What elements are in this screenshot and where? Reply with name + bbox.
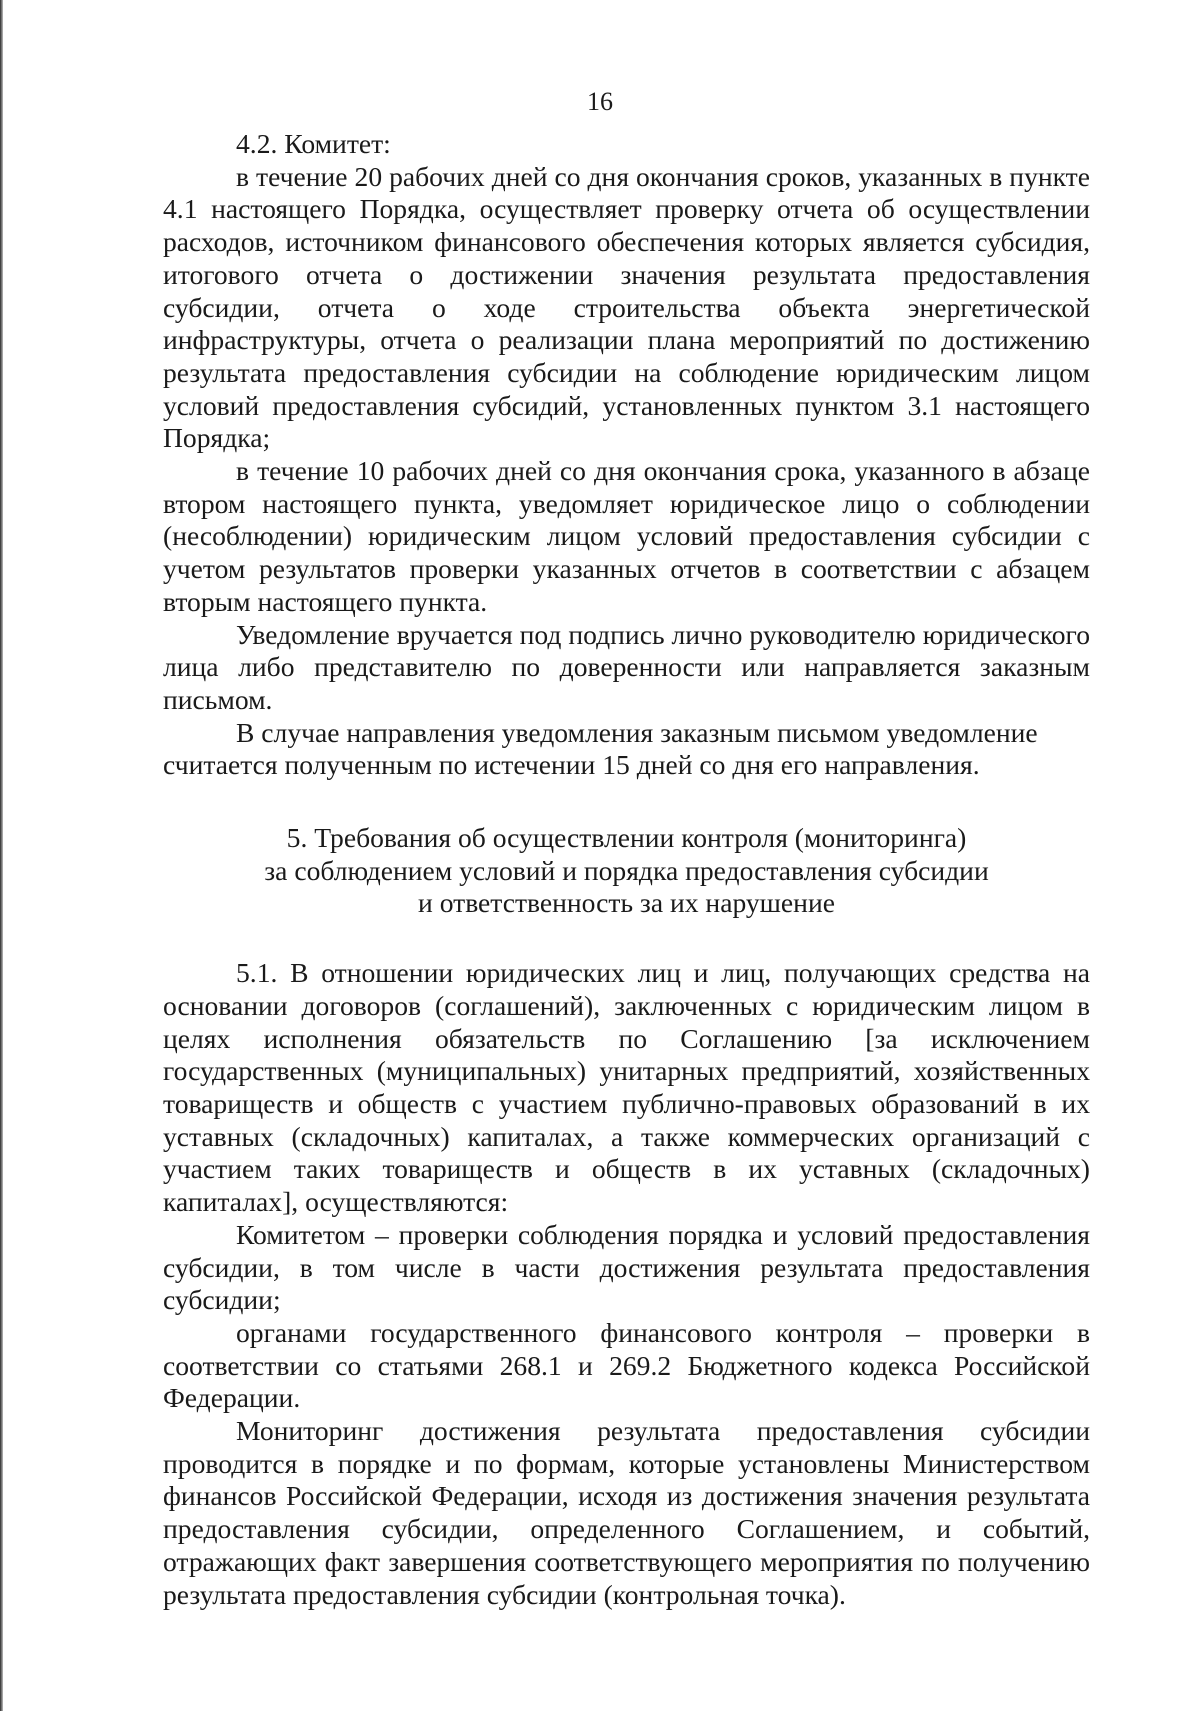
section-title-line: и ответственность за их нарушение [418,887,835,919]
paragraph: в течение 10 рабочих дней со дня окончания срока, указанного в абзаце втором настоящего пункта, уведомляет юридическое лицо о соблюдении (несоблюдении) юридическим лицом условий предоставления субсидии с учетом результатов проверки указанных отчетов в соответствии с абзацем вторым настоящего пункта. [163,455,1090,617]
paragraph: Мониторинг достижения результата предоставления субсидии проводится в порядке и по формам, которые установлены Министерством финансов Российской Федерации, исходя из достижения значения результата предоставления субсидии, определенного Соглашением, и событий, отражающих факт завершения соответствующего мероприятия по получению результата предоставления субсидии (контрольная точка). [163,1415,1090,1610]
section-title-line: за соблюдением условий и порядка предоставления субсидии [264,854,989,886]
paragraph: Уведомление вручается под подпись лично руководителю юридического лица либо представителю по доверенности или направляется заказным письмом. [163,618,1090,715]
page-number: 16 [587,87,613,116]
paragraph: Комитетом – проверки соблюдения порядка и условий предоставления субсидии, в том числе в части достижения результата предоставления субсидии; [163,1218,1090,1316]
spacer [163,920,1090,957]
paragraph: 5.1. В отношении юридических лиц и лиц, получающих средства на основании договоров (соглашений), заключенных с юридическим лицом в целях исполнения обязательств по Соглашению [за исключением государственных (муниципальных) унитарных предприятий, хозяйственных товариществ и обществ с участием публично-правовых образований в их уставных (складочных) капиталах, а также коммерческих организаций с участием таких товариществ и обществ в их уставных (складочных) капиталах], осуществляются: [163,957,1090,1218]
paragraph: В случае направления уведомления заказным письмом уведомление считается полученным по истечении 15 дней со дня его направления. [163,716,1038,781]
paragraph: органами государственного финансового контроля – проверки в соответствии со статьями 268.1 и 269.2 Бюджетного кодекса Российской Федерации. [163,1316,1090,1414]
scan-edge [0,0,3,1711]
section-4-2-heading: 4.2. Комитет: [236,128,391,159]
paragraph: в течение 20 рабочих дней со дня окончания сроков, указанных в пункте 4.1 настоящего Порядка, осуществляет проверку отчета об осуществлении расходов, источником финансового обеспечения которых является субсидия, итогового отчета о достижении значения результата предоставления субсидии, отчета о ходе строительства объекта энергетической инфраструктуры, отчета о реализации плана мероприятий по достижению результата предоставления субсидии на соблюдение юридическим лицом условий предоставления субсидий, установленных пунктом 3.1 настоящего Порядка; [163,160,1090,454]
section-title-line: 5. Требования об осуществлении контроля (мониторинга) [286,822,967,854]
section-5-title [163,822,1090,920]
spacer [163,782,1090,822]
document-body [163,128,1090,1611]
